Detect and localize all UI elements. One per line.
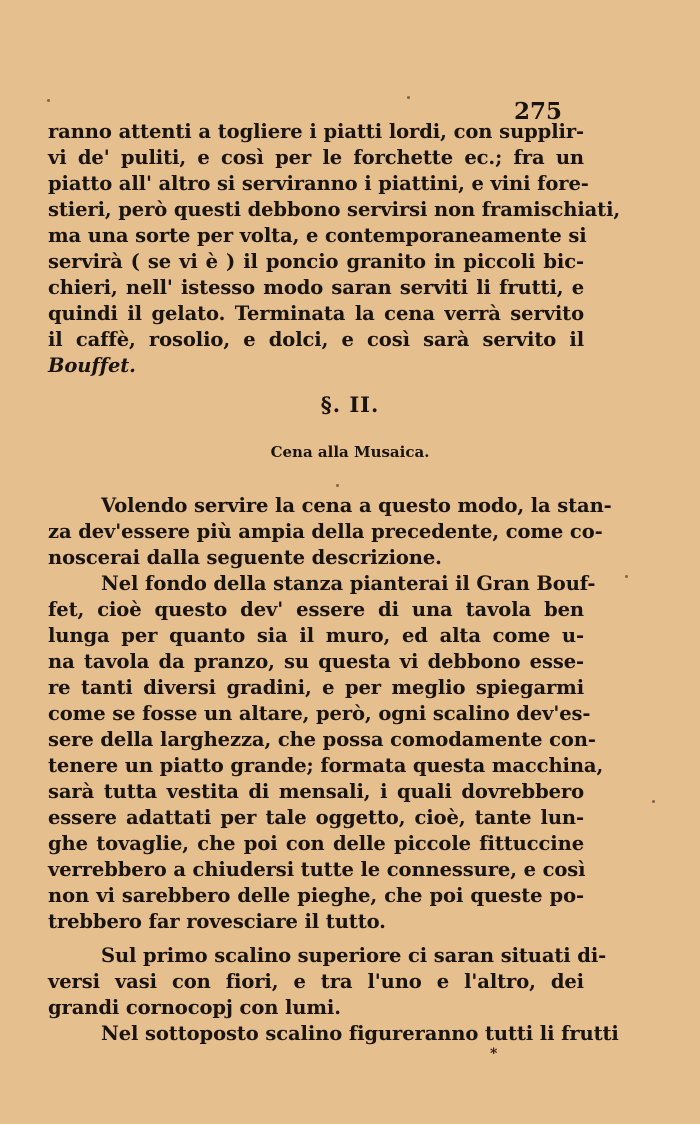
text-line: come se fosse un altare, però, ogni scalino dev'es- bbox=[48, 702, 591, 725]
print-speck bbox=[47, 99, 50, 102]
text-line: stieri, però questi debbono servirsi non framischiati, bbox=[48, 198, 621, 221]
text-line: ghe tovaglie, che poi con delle piccole fittuccine bbox=[48, 832, 584, 855]
print-speck bbox=[625, 575, 628, 578]
print-speck bbox=[407, 96, 410, 99]
text-line: Sul primo scalino superiore ci saran situati di- bbox=[101, 944, 607, 967]
text-line: grandi cornocopj con lumi. bbox=[48, 996, 341, 1019]
text-line: re tanti diversi gradini, e per meglio spiegarmi bbox=[48, 676, 584, 699]
text-line: Volendo servire la cena a questo modo, la stan- bbox=[101, 494, 612, 517]
page-number: 275 bbox=[514, 98, 563, 125]
text-line: ranno attenti a togliere i piatti lordi, con supplir- bbox=[48, 120, 584, 143]
text-line: za dev'essere più ampia della precedente, come co- bbox=[48, 520, 603, 543]
text-line: sarà tutta vestita di mensali, i quali dovrebbero bbox=[48, 780, 584, 803]
text-line: Nel fondo della stanza pianterai il Gran Bouf- bbox=[101, 572, 596, 595]
text-line: quindi il gelato. Terminata la cena verrà servito bbox=[48, 302, 584, 325]
signature-mark: * bbox=[490, 1046, 498, 1062]
text-line: Bouffet. bbox=[48, 354, 136, 377]
text-line: fet, cioè questo dev' essere di una tavola ben bbox=[48, 598, 584, 621]
text-line: piatto all' altro si serviranno i piattini, e vini fore- bbox=[48, 172, 589, 195]
print-speck bbox=[336, 484, 339, 487]
text-line: essere adattati per tale oggetto, cioè, tante lun- bbox=[48, 806, 584, 829]
text-line: chieri, nell' istesso modo saran serviti li frutti, e bbox=[48, 276, 584, 299]
print-speck bbox=[652, 800, 655, 803]
text-line: na tavola da pranzo, su questa vi debbono esse- bbox=[48, 650, 584, 673]
text-line: noscerai dalla seguente descrizione. bbox=[48, 546, 442, 569]
text-line: il caffè, rosolio, e dolci, e così sarà servito il bbox=[48, 328, 584, 351]
text-line: verrebbero a chiudersi tutte le connessure, e così bbox=[48, 858, 586, 881]
text-line: Nel sottoposto scalino figureranno tutti li frutti bbox=[101, 1022, 619, 1045]
text-line: versi vasi con fiori, e tra l'uno e l'altro, dei bbox=[48, 970, 584, 993]
text-line: lunga per quanto sia il muro, ed alta come u- bbox=[48, 624, 584, 647]
text-line: servirà ( se vi è ) il poncio granito in piccoli bic- bbox=[48, 250, 584, 273]
section-heading: Cena alla Musaica. bbox=[270, 443, 430, 461]
text-line: non vi sarebbero delle pieghe, che poi queste po- bbox=[48, 884, 584, 907]
text-line: sere della larghezza, che possa comodamente con- bbox=[48, 728, 596, 751]
text-line: vi de' puliti, e così per le forchette ec.; fra un bbox=[48, 146, 584, 169]
text-line: trebbero far rovesciare il tutto. bbox=[48, 910, 386, 933]
text-line: ma una sorte per volta, e contemporaneamente si bbox=[48, 224, 587, 247]
section-number: §. II. bbox=[320, 392, 380, 417]
text-line: tenere un piatto grande; formata questa macchina, bbox=[48, 754, 604, 777]
